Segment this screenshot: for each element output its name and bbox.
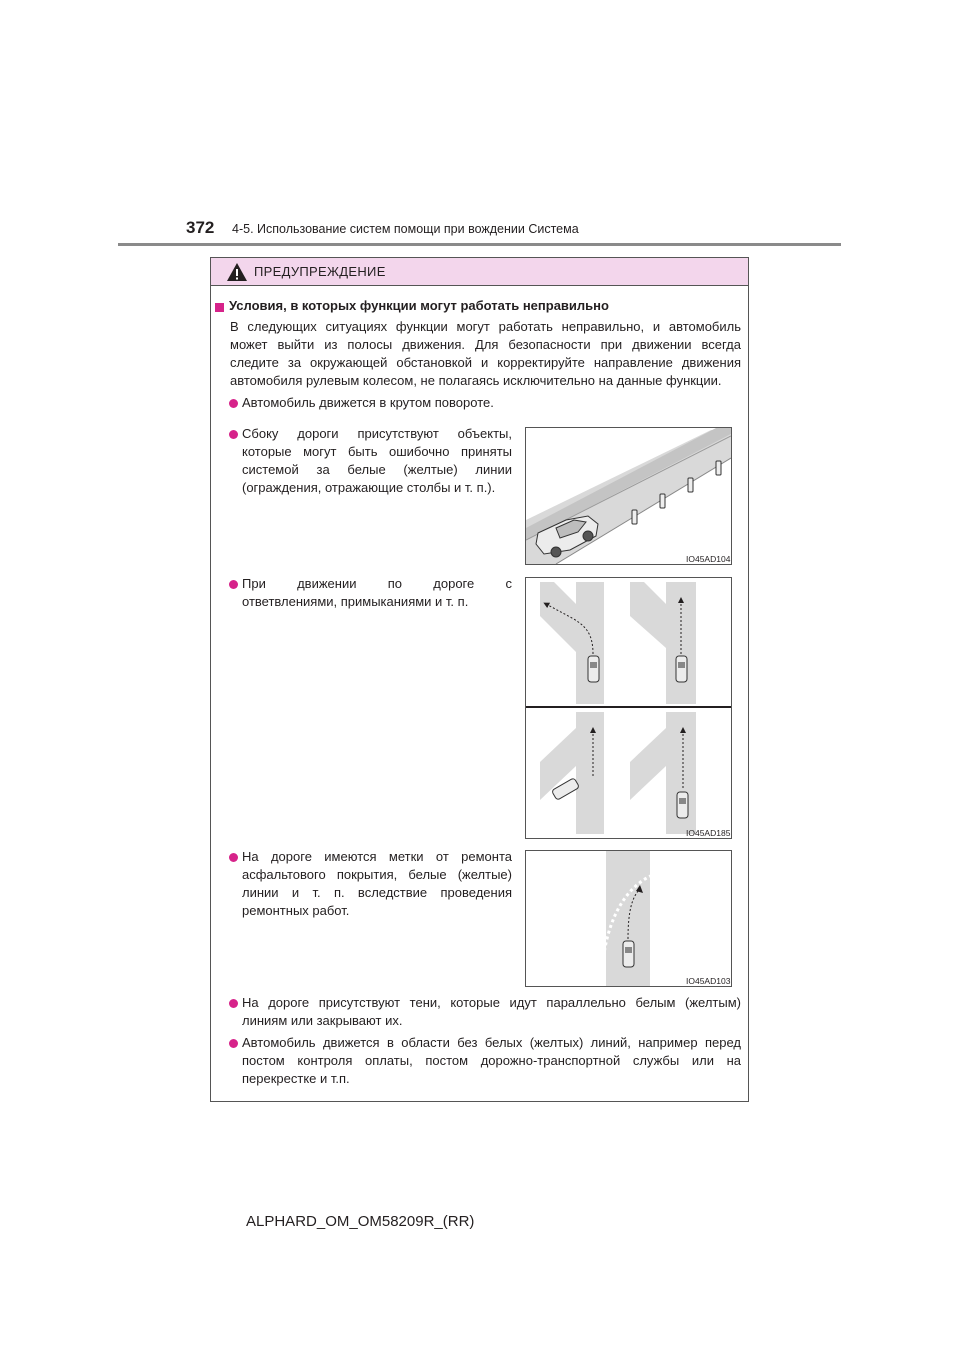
roadside-posts-illustration [526,428,731,564]
bullet-line: (ограждения, отражающие столбы и т. п.). [242,480,496,495]
intro-line: следите за окружающей обстановкой и корректируйте направление движения [230,355,741,370]
section-square-icon [215,303,224,312]
chapter-title: 4-5. Использование систем помощи при вождении Система [232,222,579,236]
bullet-line: Автомобиль движется в крутом повороте. [242,395,494,410]
bullet-line: системой за белые (желтые) линии [242,462,512,477]
header-rule [118,243,841,246]
bullet-dot-icon [229,999,238,1008]
intro-line: В следующих ситуациях функции могут работать неправильно, и автомобиль [230,319,741,334]
section-title: Условия, в которых функции могут работать неправильно [229,298,609,313]
bullet-line: Сбоку дороги присутствуют объекты, [242,426,512,441]
bullet-line: постом контроля оплаты, постом дорожно-транспортной службы или на [242,1053,741,1068]
document-id: ALPHARD_OM_OM58209R_(RR) [246,1213,475,1230]
intro-line: может выйти из полосы движения. Для безопасности при движении всегда [230,337,741,352]
bullet-steep-curve [242,394,741,412]
bullet-line: которые могут быть ошибочно приняты [242,444,512,459]
bullet-dot-icon [229,853,238,862]
figure-code: IO45AD104 [686,554,731,564]
bullet-line: линии и т. п. вследствие проведения [242,885,512,900]
bullet-dot-icon [229,1039,238,1048]
bullet-line: Автомобиль движется в области без белых (желтых) линий, например перед [242,1035,741,1050]
intro-paragraph [230,318,741,390]
bullet-branching-roads [242,575,512,611]
warning-title: ПРЕДУПРЕЖДЕНИЕ [254,264,386,279]
bullet-line: При движении по дороге с [242,576,512,591]
figure-code: IO45AD185 [686,828,731,838]
warning-triangle-icon [226,262,248,282]
bullet-line: асфальтового покрытия, белые (желтые) [242,867,512,882]
bullet-no-lines [242,1034,741,1088]
repair-marks-illustration [526,851,731,986]
figure-roadside-posts [525,427,732,565]
branching-roads-illustration [526,578,731,838]
bullet-line: На дороге присутствуют тени, которые идут параллельно белым (желтым) [242,995,741,1010]
figure-code: IO45AD103 [686,976,731,986]
bullet-dot-icon [229,399,238,408]
bullet-dot-icon [229,580,238,589]
figure-repair-marks [525,850,732,987]
page-number: 372 [186,218,215,237]
bullet-roadside-objects [242,425,512,497]
bullet-shadows [242,994,741,1030]
intro-line: автомобиля рулевым колесом, не полагаясь исключительно на данные функции. [230,373,722,388]
bullet-line: ремонтных работ. [242,903,350,918]
bullet-line: На дороге имеются метки от ремонта [242,849,512,864]
bullet-dot-icon [229,430,238,439]
bullet-line: ответвлениями, примыканиями и т. п. [242,594,469,609]
bullet-line: перекрестке и т.п. [242,1071,350,1086]
figure-branching-roads [525,577,732,839]
bullet-line: линиям или закрывают их. [242,1013,403,1028]
bullet-repair-marks [242,848,512,920]
